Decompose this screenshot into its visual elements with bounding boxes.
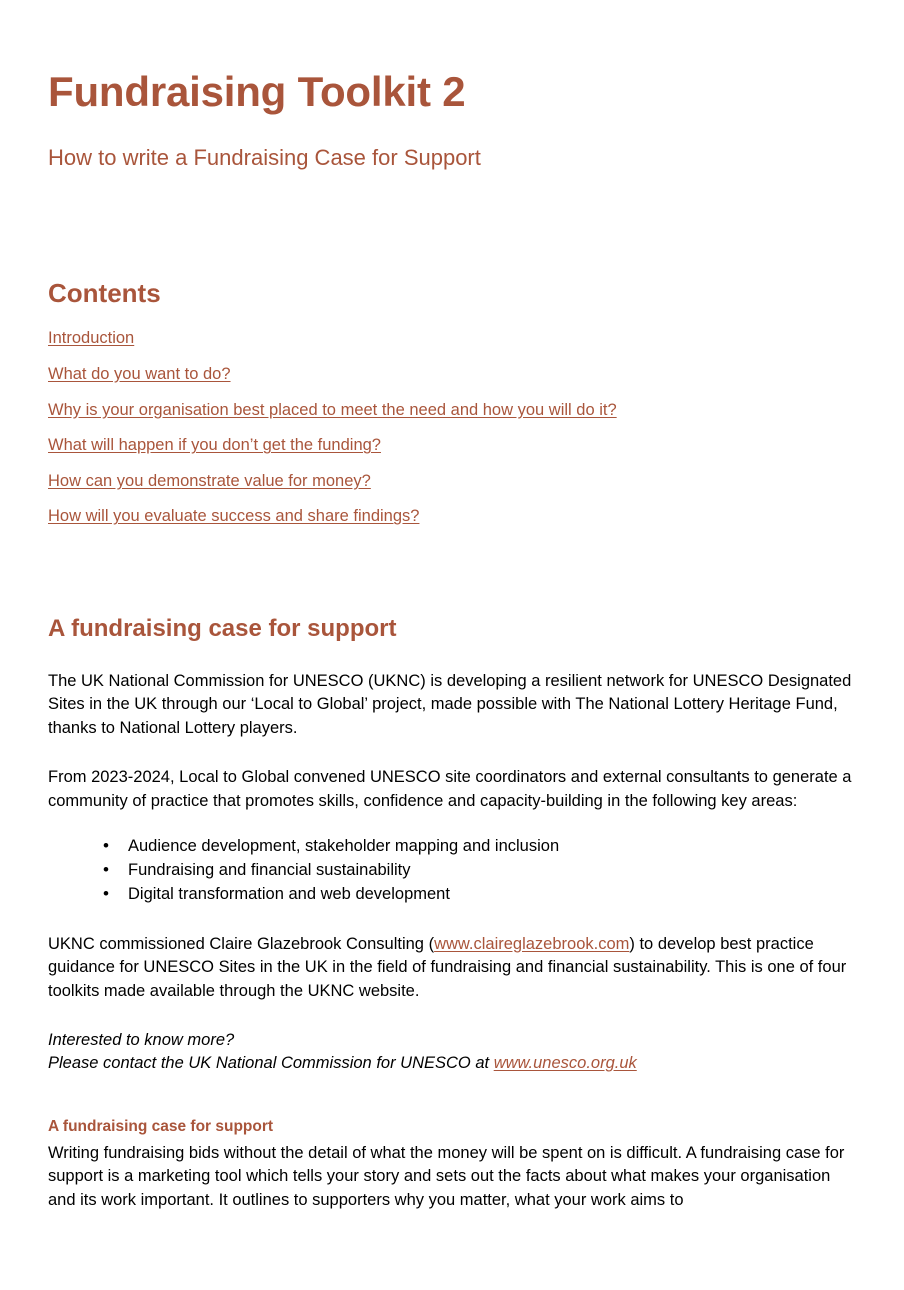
link-claireglazebrook-website[interactable]: www.claireglazebrook.com [434, 934, 630, 953]
toc-link-introduction[interactable]: Introduction [48, 329, 135, 348]
document-title: Fundraising Toolkit 2 [48, 68, 466, 115]
link-unesco-org-uk[interactable]: www.unesco.org.uk [493, 1053, 637, 1072]
list-item [48, 420, 856, 456]
sub-heading-fundraising-case: A fundraising case for support [48, 1117, 274, 1135]
toc-link-how-can-you-demonstrate-value-for-money[interactable]: How can you demonstrate value for money? [48, 471, 371, 490]
list-item [48, 456, 856, 492]
document-subtitle: How to write a Fundraising Case for Support [48, 145, 481, 171]
contact-prompt: Interested to know more? [48, 1031, 235, 1049]
toc-link-why-is-your-organisation-best-placed[interactable]: Why is your organisation best placed to meet the need and how you will do it? [48, 400, 617, 419]
list-item [48, 491, 856, 527]
paragraph-writing-fundraising-bids: Writing fundraising bids without the detail of what the money will be spent on is difficult. A fundraising case for support is a marketing tool which tells your story and sets out the facts about what makes your organisation and its work important. It outlines to supporters why you matter, what your work aims to [48, 1143, 845, 1209]
list-item: • Audience development, stakeholder mapping and inclusion [103, 835, 856, 859]
list-item [48, 385, 856, 421]
list-item [48, 309, 856, 349]
toc-link-what-do-you-want-to-do[interactable]: What do you want to do? [48, 364, 231, 383]
paragraph-local-to-global: From 2023-2024, Local to Global convened UNESCO site coordinators and external consultants to generate a community of practice that promotes skills, confidence and capacity-building in the following key areas: [48, 768, 852, 810]
contents-heading: Contents [48, 278, 161, 309]
table-of-contents [48, 309, 856, 527]
paragraph-text-after-link: ) to develop best practice guidance for UNESCO Sites in the UK in the field of fundraising and financial sustainability. This is one of four toolkits made available through the UKNC website. [48, 934, 847, 1000]
contact-block [48, 1003, 856, 1075]
paragraph-text-before-link: UKNC commissioned Claire Glazebrook Consulting ( [48, 934, 435, 953]
list-item: • Digital transformation and web development [103, 883, 856, 907]
section-heading-fundraising-case: A fundraising case for support [48, 615, 397, 643]
intro-paragraph-uknc: The UK National Commission for UNESCO (UKNC) is developing a resilient network for UNESCO Designated Sites in the UK through our ‘Local to Global’ project, made possible with The National Lottery Heritage Fund, thanks to National Lottery players. [48, 671, 852, 737]
toc-link-what-will-happen-if-you-dont-get-the-funding[interactable]: What will happen if you don’t get the funding? [48, 436, 381, 455]
contact-instruction: Please contact the UK National Commission for UNESCO at [48, 1053, 494, 1072]
list-item [48, 349, 856, 385]
paragraph-commissioned-consulting [48, 907, 856, 1003]
key-areas-list [48, 813, 856, 907]
toc-link-how-will-you-evaluate-success[interactable]: How will you evaluate success and share findings? [48, 507, 420, 526]
list-item: • Fundraising and financial sustainability [103, 859, 856, 883]
